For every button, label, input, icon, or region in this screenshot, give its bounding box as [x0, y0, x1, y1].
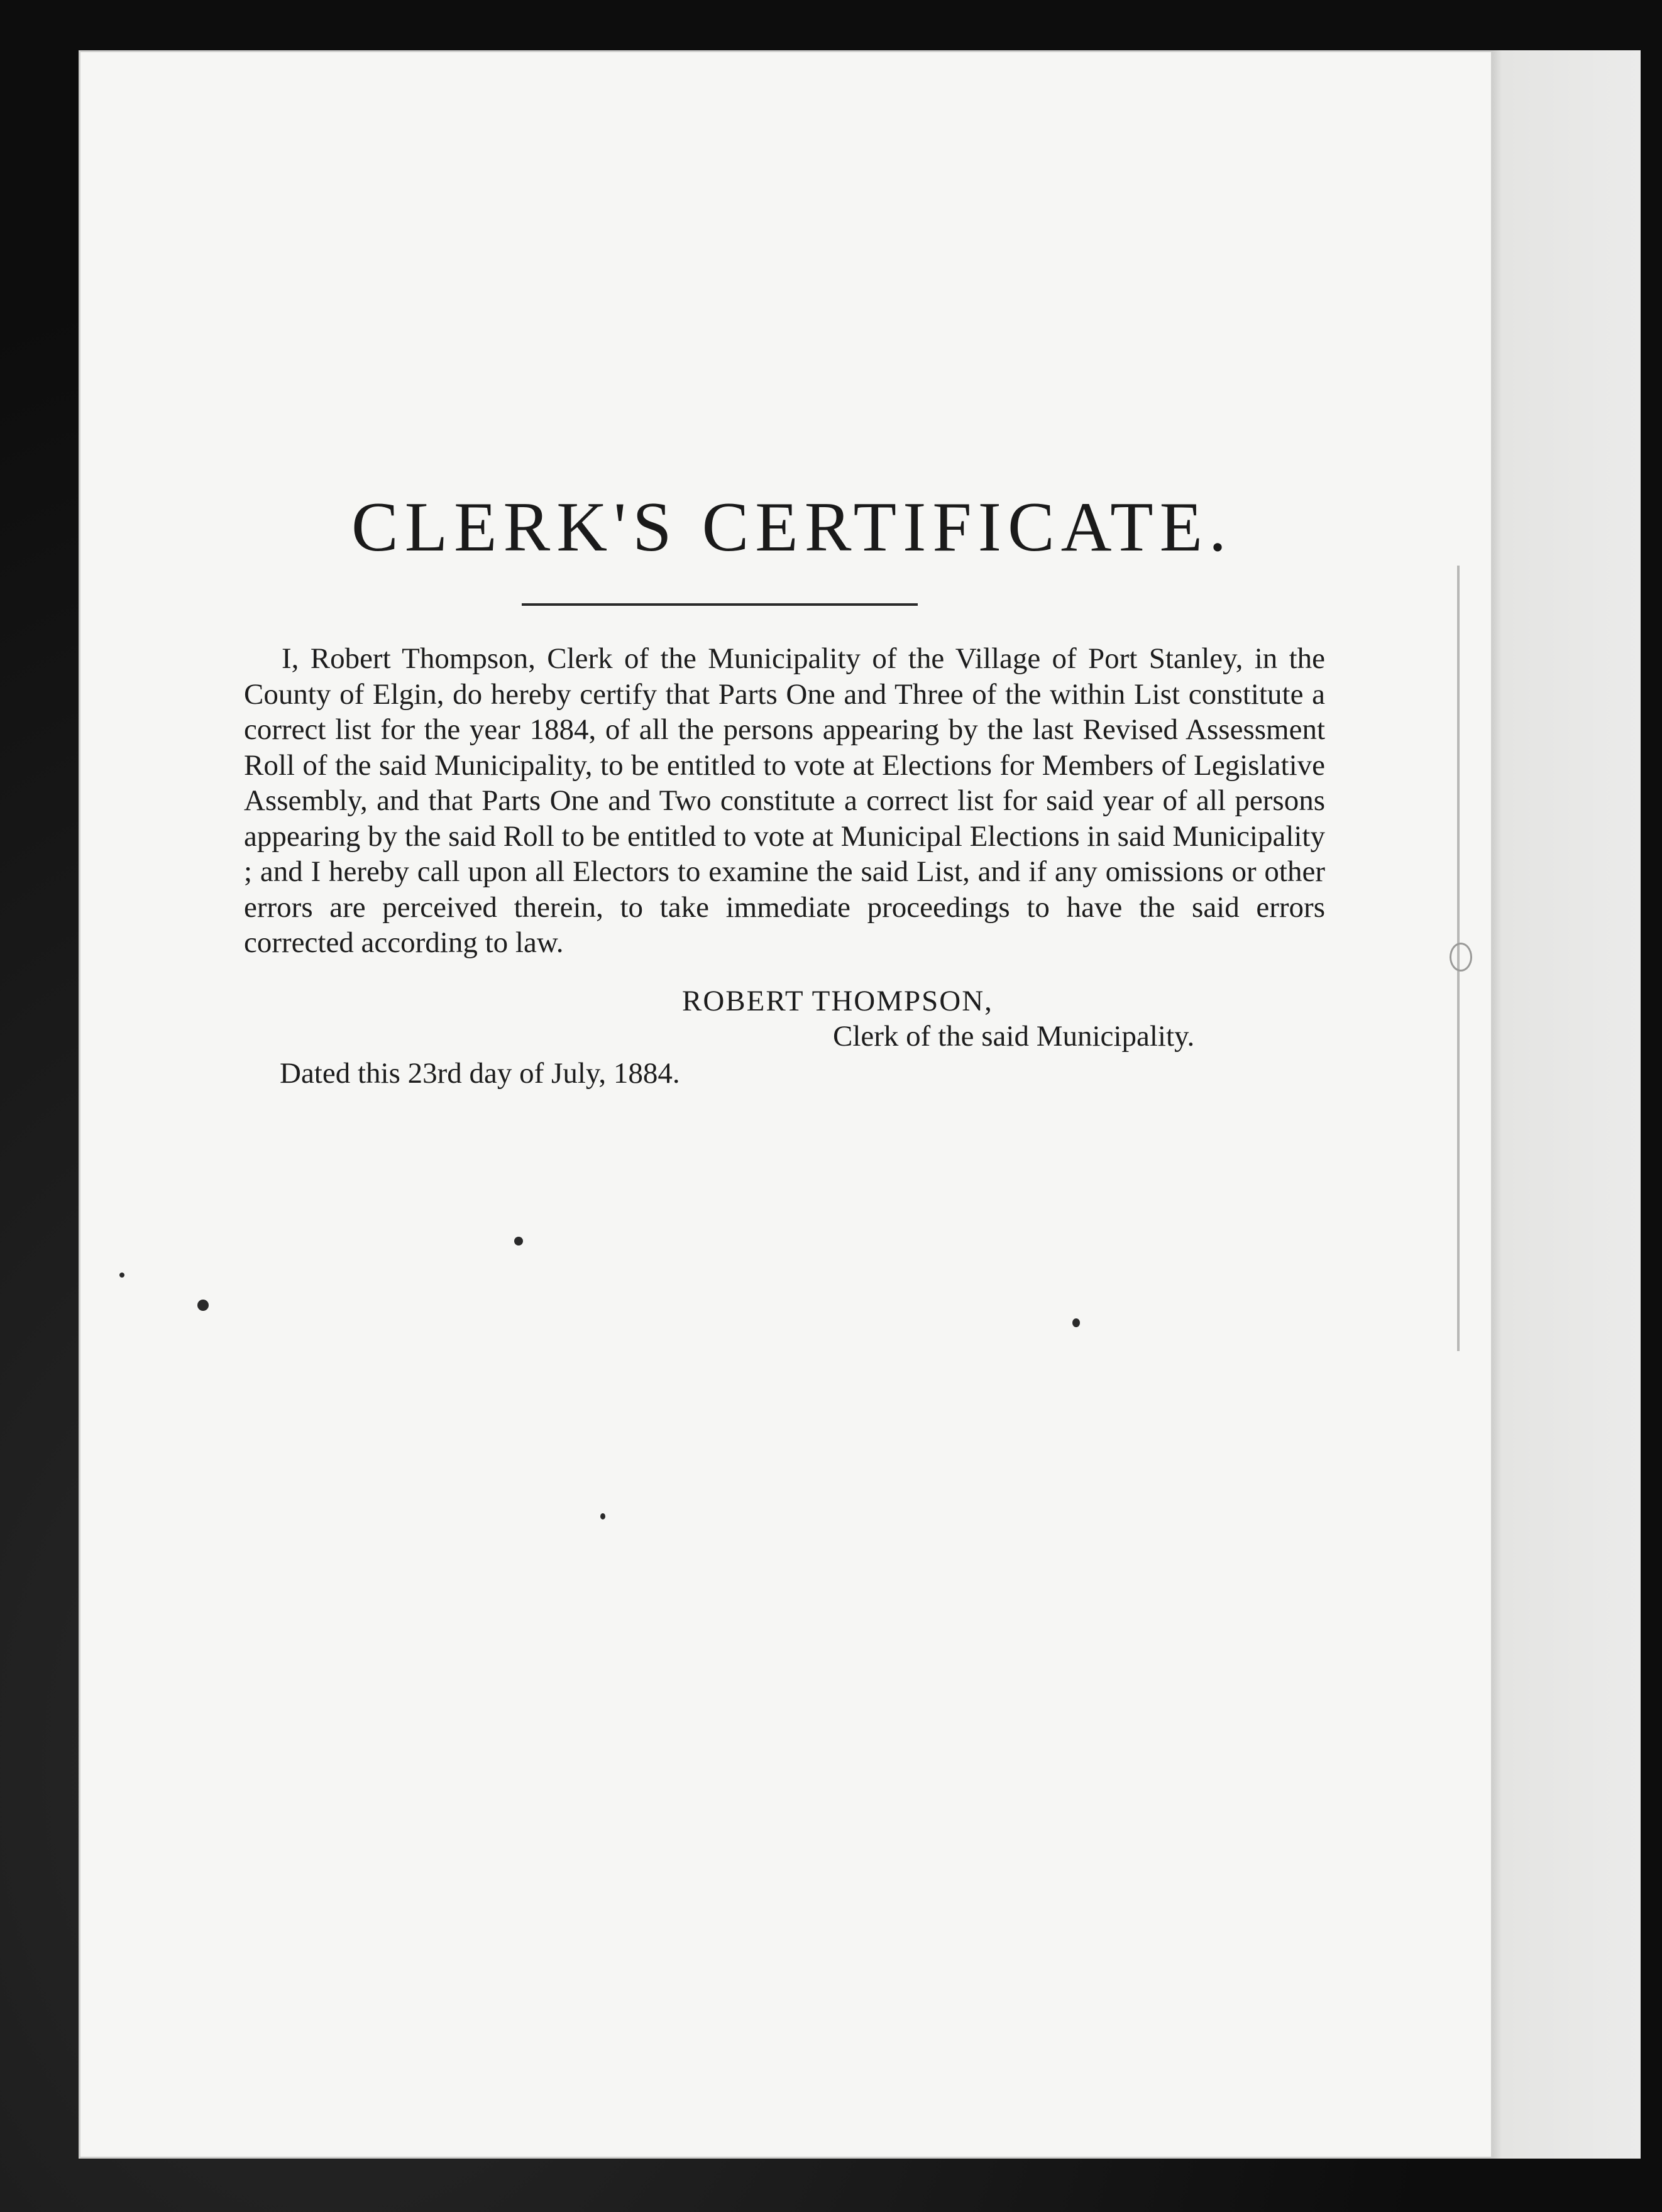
ink-speck — [119, 1273, 124, 1278]
certificate-body-text: I, Robert Thompson, Clerk of the Municipality of the Village of Port Stanley, in the County of Elgin, do hereby certify that Parts One and Three of the within List constitute a correct list for the year 1884, of all the persons appearing by the last Revised Assessment Roll of the said Municipality, to be entitled to vote at Elections for Members of Legislative Assembly, and that Parts One and Two constitute a correct list for said year of all persons appearing by the said Roll to be entitled to vote at Municipal Elections in said Municipality ; and I hereby call upon all Electors to examine the said List, and if any omissions or other errors are perceived therein, to take immediate proceedings to have the said errors corrected according to law. — [244, 642, 1325, 959]
title-divider — [522, 603, 918, 606]
certificate-body — [244, 641, 1325, 961]
document-page — [79, 50, 1493, 2159]
binding-knot — [1450, 943, 1472, 972]
ink-speck — [1072, 1318, 1080, 1327]
ink-speck — [514, 1237, 523, 1246]
ink-speck — [197, 1300, 209, 1311]
dated-line: Dated this 23rd day of July, 1884. — [280, 1057, 680, 1090]
signature-name: ROBERT THOMPSON, — [682, 985, 993, 1017]
page-spine — [1493, 50, 1641, 2159]
certificate-title: CLERK'S CERTIFICATE. — [351, 488, 1233, 566]
ink-speck — [600, 1513, 605, 1519]
signature-title: Clerk of the said Municipality. — [833, 1020, 1195, 1053]
